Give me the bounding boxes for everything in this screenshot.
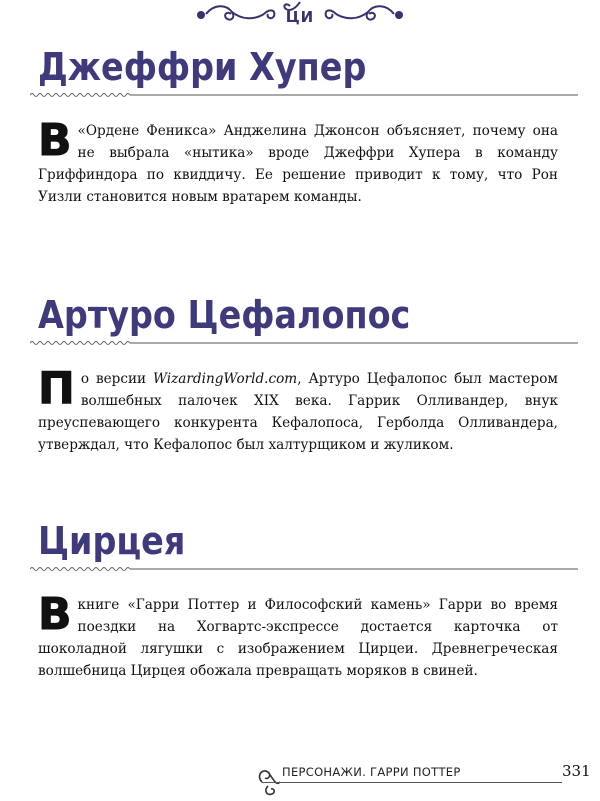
- section-paragraph: [38, 115, 578, 208]
- running-title: ПЕРСОНАЖИ. ГАРРИ ПОТТЕР: [282, 765, 461, 779]
- section-arturo-cephalopos: [38, 292, 578, 456]
- section-circe: [38, 518, 578, 682]
- drop-cap: В: [38, 589, 72, 640]
- section-title: Артуро Цефалопос: [38, 293, 411, 337]
- section-title: Цирцея: [38, 519, 186, 563]
- header-letters: ЦИ: [285, 8, 315, 26]
- website-reference: WizardingWorld.com: [153, 371, 298, 387]
- title-rule: [30, 340, 578, 346]
- paragraph-text: книге «Гарри Поттер и Философский камень» Гарри во время поездки на Хогвартс-экспрессе достается карточка от шоколадной лягушки с изображением Цирцеи. Древнегреческая волшебница Цирцея обожала превращать моряков в свиней.: [38, 597, 558, 679]
- paragraph-text-start: о версии: [80, 371, 154, 387]
- page-number: 331: [562, 762, 591, 780]
- title-rule: [30, 566, 578, 572]
- section-paragraph: [38, 363, 578, 456]
- drop-cap: В: [38, 115, 72, 166]
- drop-cap: П: [38, 363, 75, 414]
- paragraph-text: «Ордене Феникса» Анджелина Джонсон объясняет, почему она не выбрала «нытика» вроде Джеффри Хупера в команду Гриффиндора по квиддичу. Ее решение приводит к тому, что Рон Уизли становится новым вратарем команды.: [38, 123, 558, 205]
- title-rule: [30, 92, 578, 98]
- section-title: Джеффри Хупер: [38, 45, 367, 89]
- section-paragraph: [38, 589, 578, 682]
- section-jeffrey-hooper: [38, 44, 578, 208]
- footer-rule: [262, 782, 562, 783]
- paragraph-text-end: , Артуро Цефалопос был мастером волшебных палочек XIX века. Гаррик Олливандер, внук преуспевающего конкурента Кефалопоса, Герболда Олливандера, утверждал, что Кефалопос был халтурщиком и жуликом.: [38, 371, 558, 453]
